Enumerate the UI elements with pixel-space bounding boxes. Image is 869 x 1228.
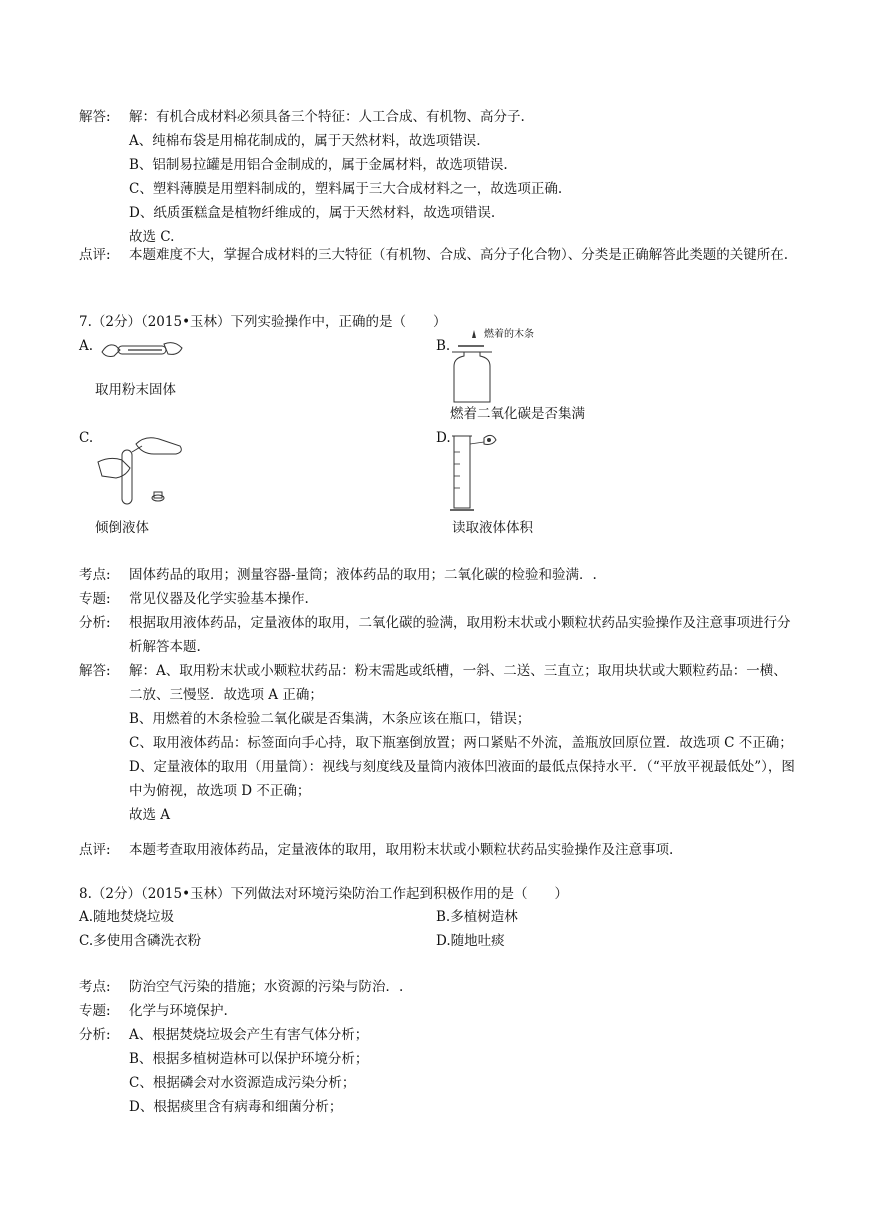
q8-kaodian-text: 防治空气污染的措施；水资源的污染与防治．. [129, 979, 404, 995]
burning-stick-label: 燃着的木条 [484, 329, 534, 340]
zhuanti-label: 专题: [79, 1003, 111, 1019]
q6-answer-line: B、铝制易拉罐是用铝合金制成的，属于金属材料，故选项错误. [129, 157, 508, 173]
q6-answer-line: 故选 C. [129, 229, 175, 245]
q8-option-d: D.随地吐痰 [436, 933, 505, 949]
q7-option-d-letter: D. [436, 430, 451, 446]
q8-option-b: B.多植树造林 [436, 909, 518, 925]
q7-answer-line: B、用燃着的木条检验二氧化碳是否集满，木条应该在瓶口，错误； [129, 711, 531, 727]
q8-zhuanti-section [79, 999, 799, 1023]
kaodian-label: 考点: [79, 979, 111, 995]
q7-option-d-caption: 读取液体体积 [452, 520, 533, 536]
q7-answer-line: D、定量液体的取用（用量筒）：视线与刻度线及量筒内液体凹液面的最低点保持水平．（“平放平视最低处”），图中为俯视，故选项 D 不正确； [129, 759, 795, 799]
q7-answer-section [79, 659, 799, 827]
kaodian-label: 考点: [79, 567, 111, 583]
q8-zhuanti-text: 化学与环境保护. [129, 1003, 228, 1019]
pouring-liquid-figure [96, 432, 188, 510]
q7-answer-line: C、取用液体药品：标签面向手心持，取下瓶塞倒放置；两口紧贴不外流，盖瓶放回原位置．故选项 C 不正确； [129, 735, 793, 751]
q8-fenxi-section [79, 1023, 799, 1119]
q7-option-b-letter: B. [436, 338, 451, 354]
q7-option-a-letter: A. [79, 338, 94, 354]
q7-zhuanti-section [79, 587, 799, 611]
q8-kaodian-section [79, 975, 799, 999]
q6-comment-text: 本题难度不大，掌握合成材料的三大特征（有机物、合成、高分子化合物）、分类是正确解答此类题的关键所在. [129, 247, 789, 263]
q8-fenxi-line: A、根据焚烧垃圾会产生有害气体分析； [129, 1027, 369, 1043]
q8-fenxi-line: B、根据多植树造林可以保护环境分析； [129, 1051, 369, 1067]
q8-option-c: C.多使用含磷洗衣粉 [79, 933, 202, 949]
q8-fenxi-line: C、根据磷会对水资源造成污染分析； [129, 1075, 356, 1091]
q6-comment-section [79, 243, 799, 267]
q8-stem: 8.（2分）（2015•玉林）下列做法对环境污染防治工作起到积极作用的是（ ） [79, 886, 569, 902]
q7-option-a-caption: 取用粉末固体 [95, 382, 176, 398]
fenxi-label: 分析: [79, 615, 111, 631]
answer-label: 解答: [79, 663, 111, 679]
q7-option-b-caption: 燃着二氧化碳是否集满 [450, 406, 585, 422]
q7-stem: 7.（2分）（2015•玉林）下列实验操作中，正确的是（ ） [79, 314, 447, 330]
powder-sampling-figure [98, 336, 186, 364]
q7-fenxi-section [79, 611, 799, 659]
q7-option-c-caption: 倾倒液体 [95, 520, 149, 536]
q8-fenxi-line: D、根据痰里含有病毒和细菌分析； [129, 1099, 343, 1115]
q6-answer-line: A、纯棉布袋是用棉花制成的，属于天然材料，故选项错误. [129, 133, 481, 149]
q6-answer-section [79, 105, 799, 249]
q7-fenxi-text: 根据取用液体药品，定量液体的取用，二氧化碳的验满，取用粉末状或小颗粒状药品实验操作及注意事项进行分析解答本题. [129, 615, 791, 655]
q6-answer-line: D、纸质蛋糕盒是植物纤维成的，属于天然材料，故选项错误. [129, 205, 496, 221]
comment-label: 点评: [79, 247, 111, 263]
q6-answer-line: C、塑料薄膜是用塑料制成的，塑料属于三大合成材料之一，故选项正确. [129, 181, 563, 197]
q8-option-a: A.随地焚烧垃圾 [79, 909, 175, 925]
q7-zhuanti-text: 常见仪器及化学实验基本操作. [129, 591, 309, 607]
q6-answer-line: 解：有机合成材料必须具备三个特征：人工合成、有机物、高分子. [129, 109, 525, 125]
q7-answer-line: 解：A、取用粉末状或小颗粒状药品：粉末需匙或纸槽，一斜、二送、三直立；取用块状或大颗粒药品：一横、二放、三慢竖．故选项 A 正确； [129, 663, 787, 703]
fenxi-label: 分析: [79, 1027, 111, 1043]
q7-answer-line: 故选 A [129, 807, 171, 823]
q7-kaodian-section [79, 563, 799, 587]
q7-option-c-letter: C. [79, 430, 94, 446]
zhuanti-label: 专题: [79, 591, 111, 607]
comment-label: 点评: [79, 842, 111, 858]
q7-comment-text: 本题考查取用液体药品，定量液体的取用，取用粉末状或小颗粒状药品实验操作及注意事项. [129, 842, 674, 858]
q7-kaodian-text: 固体药品的取用；测量容器-量筒；液体药品的取用；二氧化碳的检验和验满．. [129, 567, 597, 583]
answer-label: 解答: [79, 109, 111, 125]
q7-comment-section [79, 838, 799, 862]
graduated-cylinder-figure [448, 432, 508, 514]
gas-bottle-figure [450, 330, 530, 404]
